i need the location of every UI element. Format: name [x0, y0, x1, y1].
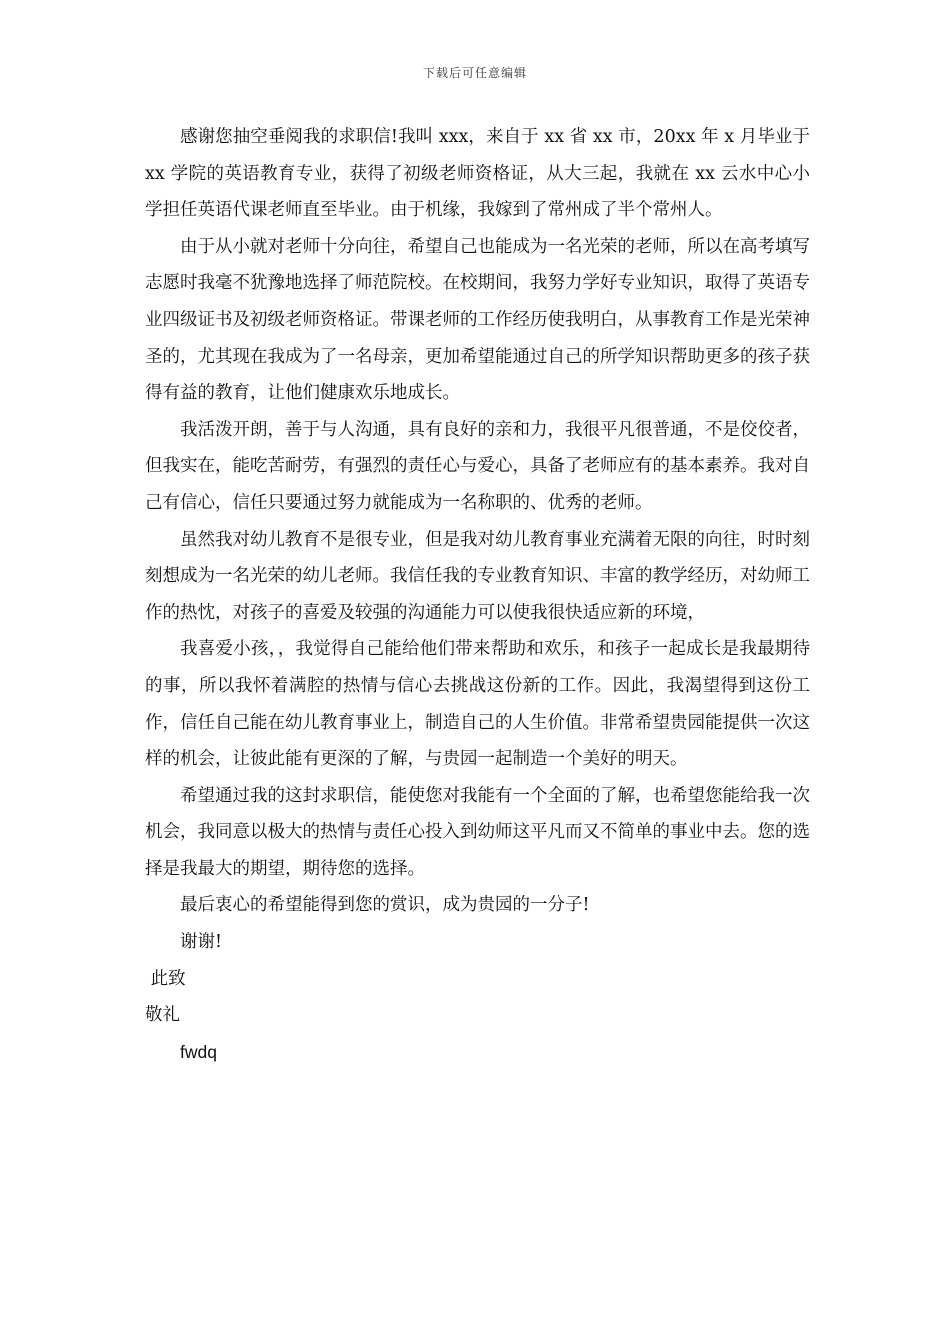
paragraph-aspiration: 虽然我对幼儿教育不是很专业，但是我对幼儿教育事业充满着无限的向往，时时刻刻想成为一名光荣的幼儿老师。我信任我的专业教育知识、丰富的教学经历，对幼师工作的热忱，对孩子的喜爱及较强的沟通能力可以使我很快适应新的环境，	[145, 529, 810, 623]
page-header: 下载后可任意编辑	[422, 66, 527, 80]
paragraph-love-children: 我喜爱小孩，，我觉得自己能给他们带来帮助和欢乐，和孩子一起成长是我最期待的事，所以我怀着满腔的热情与信心去挑战这份新的工作。因此，我渴望得到这份工作，信任自己能在幼儿教育事业上，制造自己的人生价值。非常希望贵园能提供一次这样的机会，让彼此能有更深的了解，与贵园一起制造一个美好的明天。	[145, 639, 810, 770]
closing-regards: 敬礼	[145, 1005, 180, 1026]
paragraph-final-wish: 最后衷心的希望能得到您的赏识，成为贵园的一分子!	[180, 895, 590, 916]
paragraph-personality: 我活泼开朗，善于与人沟通，具有良好的亲和力，我很平凡很普通，不是佼佼者，但我实在，能吃苦耐劳，有强烈的责任心与爱心，具备了老师应有的基本素养。我对自己有信心，信任只要通过努力就能成为一名称职的、优秀的老师。	[145, 419, 810, 513]
paragraph-hope: 希望通过我的这封求职信，能使您对我能有一个全面的了解，也希望您能给我一次机会，我同意以极大的热情与责任心投入到幼师这平凡而又不简单的事业中去。您的选择是我最大的期望，期待您的选择。	[145, 785, 810, 879]
paragraph-thanks: 谢谢!	[180, 932, 223, 953]
paragraph-motivation: 由于从小就对老师十分向往，希望自己也能成为一名光荣的老师，所以在高考填写志愿时我毫不犹豫地选择了师范院校。在校期间，我努力学好专业知识，取得了英语专业四级证书及初级老师资格证。带课老师的工作经历使我明白，从事教育工作是光荣神圣的，尤其现在我成为了一名母亲，更加希望能通过自己的所学知识帮助更多的孩子获得有益的教育，让他们健康欢乐地成长。	[145, 236, 810, 404]
letter-body	[145, 119, 810, 1070]
closing-salutation: 此致	[145, 968, 186, 989]
signature: fwdq	[180, 1041, 217, 1062]
paragraph-introduction: 感谢您抽空垂阅我的求职信!我叫 xxx，来自于 xx 省 xx 市，20xx 年 x 月毕业于 xx 学院的英语教育专业，获得了初级老师资格证，从大三起，我就在 xx 云水中心小学担任英语代课老师直至毕业。由于机缘，我嫁到了常州成了半个常州人。	[145, 127, 810, 221]
